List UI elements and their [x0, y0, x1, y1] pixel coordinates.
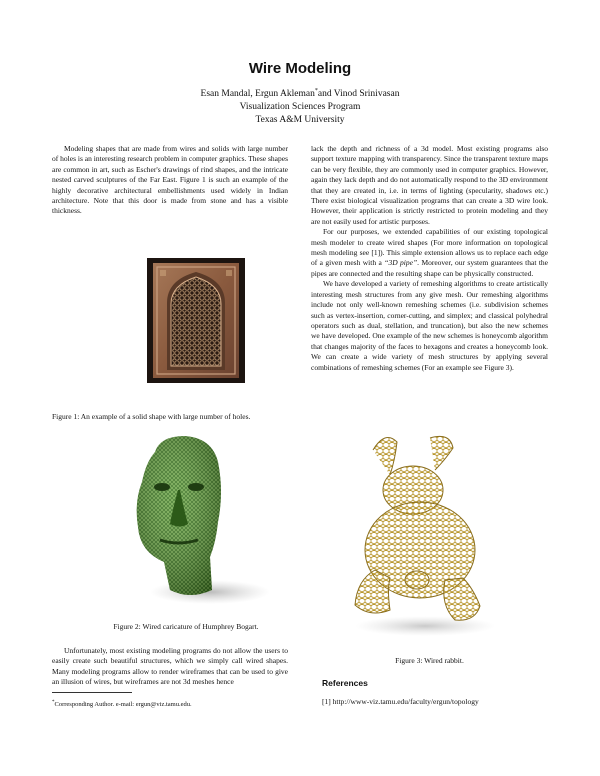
footnote: *Corresponding Author. e-mail: ergun@viz.tamu.edu. [52, 700, 192, 709]
references-heading: References [322, 678, 368, 688]
author-institution: Texas A&M University [255, 115, 345, 126]
left-column-continuation [52, 646, 288, 688]
author-names: Esan Mandal, Ergun Akleman*and Vinod Srinivasan [200, 88, 400, 100]
figure-1-image [147, 258, 245, 383]
author-block [0, 85, 600, 127]
intro-paragraph: Modeling shapes that are made from wires and solids with large number of holes is an interesting research problem in computer graphics. These shapes are common in art, such as Escher's drawings of rind shapes, and the intricate nested carved sculptures of the Far East. Figure 1 is such an example of the highly decorative architectural embellishments used widely in Indian architecture. Note that this door is made from stone and has a visible thickness. [52, 144, 288, 216]
paper-title: Wire Modeling [248, 60, 352, 77]
figure-3-image [335, 430, 500, 640]
right-paragraph-1: lack the depth and richness of a 3d model. Most existing programs also support texture mapping with transparency. Since the transparent texture maps can be very flexible, they are commonly used in computer graphics. However, again they lack depth and do not automatically respond to the 3D environment that they are created in, i.e. in terms of lighting (specularity, shadows etc.) There exist biological visualization programs that can create a 3D wire look. However, their application is strictly restricted to protein modeling and they are not easily used for artistic purposes. [311, 144, 548, 226]
figure-2-image [100, 432, 272, 612]
figure-3-caption: Figure 3: Wired rabbit. [395, 656, 464, 665]
continuation-paragraph: Unfortunately, most existing modeling programs do not allow the users to easily create such beautiful structures, which we simply call wired shapes. Many modeling programs allow to render wireframes that can be used to give an illusion of wires, but wireframes are not 3d meshes hence [52, 646, 288, 687]
right-column [311, 144, 548, 373]
right-paragraph-3: We have developed a variety of remeshing algorithms to create artistically interesting mesh structures from any give mesh. Our remeshing algorithms include not only well-known remeshing schemes (i.e. subdivision schemes such as vertex-insertion, corner-cutting, and simplex; and classical polyhedral operators such as dual, stellation, and truncation), but also the new schemes we have developed. One example of the new schemes is honeycomb algorithm that changes majority of the faces to hexagons and creates a honeycomb look. We can create a wide variety of mesh structures by applying several combinations of remeshing schemes (For an example see Figure 3). [311, 279, 548, 372]
reference-item[interactable]: [1] http://www-viz.tamu.edu/faculty/ergun/topology [322, 697, 479, 706]
author-affiliation: Visualization Sciences Program [239, 102, 361, 113]
footnote-divider [52, 692, 132, 693]
left-column-intro [52, 144, 288, 217]
figure-2-caption: Figure 2: Wired caricature of Humphrey Bogart. [113, 622, 259, 631]
figure-1-caption: Figure 1: An example of a solid shape with large number of holes. [52, 412, 251, 421]
right-paragraph-2: For our purposes, we extended capabilities of our existing topological mesh modeler to create wired shapes (For more information on topological mesh modeling see [1]). This simple extension allows us to replace each edge of a given mesh with a “3D pipe”. Moreover, our system guarantees that the pipes are connected and the resulting shape can be physically constructed. [311, 227, 549, 278]
